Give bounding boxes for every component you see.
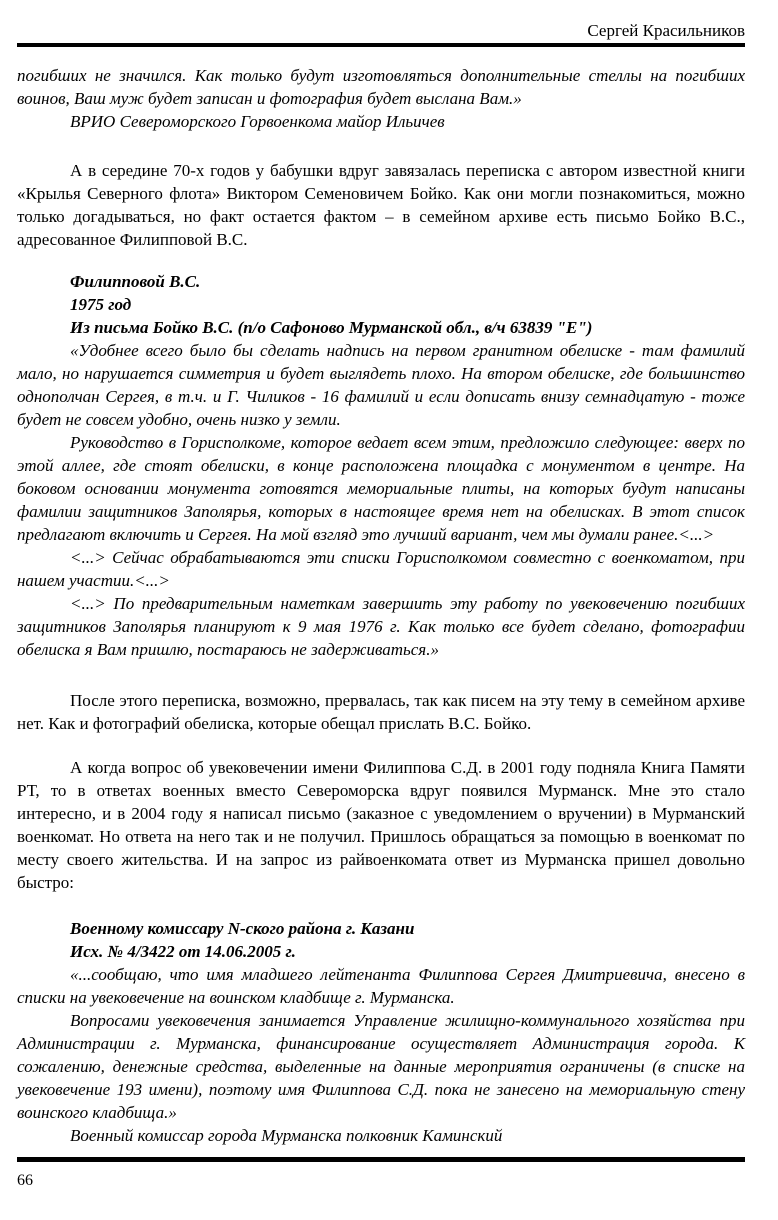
signature-ilyichev: ВРИО Североморского Горвоенкома майор Ильичев	[70, 112, 445, 131]
signature-kaminsky: Военный комиссар города Мурманска полковник Каминский	[70, 1126, 503, 1145]
body-paragraph-correspondence-end: После этого переписка, возможно, прервалась, так как писем на эту тему в семейном архиве нет. Как и фотографий обелиска, которые обещал прислать В.С. Бойко.	[17, 691, 745, 733]
letter-excerpt-continuation: погибших не значился. Как только будут изготовляться дополнительные стеллы на погибших воинов, Ваш муж будет записан и фотография будет выслана Вам.»	[17, 66, 745, 108]
body-paragraph-correspondence: А в середине 70-х годов у бабушки вдруг завязалась переписка с автором известной книги «Крылья Северного флота» Виктором Семеновичем Бойко. Как они могли познакомиться, можно только догадываться, но факт остается фактом – в семейном архиве есть письмо Бойко В.С., адресованное Филипповой В.С.	[17, 161, 745, 249]
header-author: Сергей Красильников	[587, 21, 745, 40]
footer-rule	[17, 1157, 745, 1162]
letter2-paragraph-1: «...сообщаю, что имя младшего лейтенанта Филиппова Сергея Дмитриевича, внесено в списки на увековечение на воинском кладбище г. Мурманска.	[17, 965, 745, 1007]
letter-paragraph-2: Руководство в Горисполкоме, которое ведает всем этим, предложило следующее: вверх по этой аллее, где стоят обелиски, в конце расположена площадка с монументом в центре. На боковом основании монумента готовятся мемориальные плиты, на которых будут написаны фамилии защитников Заполярья, которых в настоящее время нет на обелисках. В этот список предлагают включить и Сергея. На мой взгляд это лучший вариант, чем мы думали ранее.<...>	[17, 433, 745, 544]
letter-heading-year: 1975 год	[70, 295, 132, 314]
letter2-paragraph-2: Вопросами увековечения занимается Управление жилищно-коммунального хозяйства при Администрации г. Мурманска, финансирование осуществляет Администрация города. К сожалению, денежные средства, выделенные на данные мероприятия ограничены (в списке на увековечение 193 имени), поэтому имя Филиппова С.Д. пока не занесено на мемориальную стену воинского кладбища.»	[17, 1011, 745, 1122]
header-rule	[17, 43, 745, 47]
letter-paragraph-1: «Удобнее всего было бы сделать надпись на первом гранитном обелиске - там фамилий мало, но нарушается симметрия и будет выглядеть плохо. На втором обелиске, где большинство однополчан Сергея, в т.ч. и Г. Чиликов - 16 фамилий и если дописать внизу семнадцатую - тоже будет не совсем удобно, очень низко у земли.	[17, 341, 745, 429]
letter2-heading-ref: Исх. № 4/3422 от 14.06.2005 г.	[70, 942, 296, 961]
letter-paragraph-4: <...> По предварительным наметкам завершить эту работу по увековечению погибших защитников Заполярья планируют к 9 мая 1976 г. Как только все будет сделано, фотографии обелиска я Вам пришлю, постараюсь не задерживаться.»	[17, 594, 745, 659]
page-header	[17, 0, 745, 47]
page-footer	[17, 1157, 745, 1190]
body-paragraph-murmansk: А когда вопрос об увековечении имени Филиппова С.Д. в 2001 году подняла Книга Памяти РТ, то в ответах военных вместо Североморска вдруг появился Мурманск. Мне это стало интересно, и в 2004 году я написал письмо (заказное с уведомлением о вручении) в Мурманский военкомат. Но ответа на него так и не получил. Пришлось обращаться за помощью в военкомат по месту своего жительства. И на запрос из райвоенкомата ответ из Мурманска пришел довольно быстро:	[17, 758, 745, 892]
letter-heading-addressee: Филипповой В.С.	[70, 272, 201, 291]
page-number: 66	[17, 1172, 33, 1189]
letter-heading-source: Из письма Бойко В.С. (п/о Сафоново Мурманской обл., в/ч 63839 "Е")	[70, 318, 593, 337]
letter2-heading-addressee: Военному комиссару N-ского района г. Казани	[70, 919, 415, 938]
document-body	[17, 64, 745, 1147]
letter-paragraph-3: <...> Сейчас обрабатываются эти списки Горисполкомом совместно с военкоматом, при нашем участии.<...>	[17, 548, 745, 590]
